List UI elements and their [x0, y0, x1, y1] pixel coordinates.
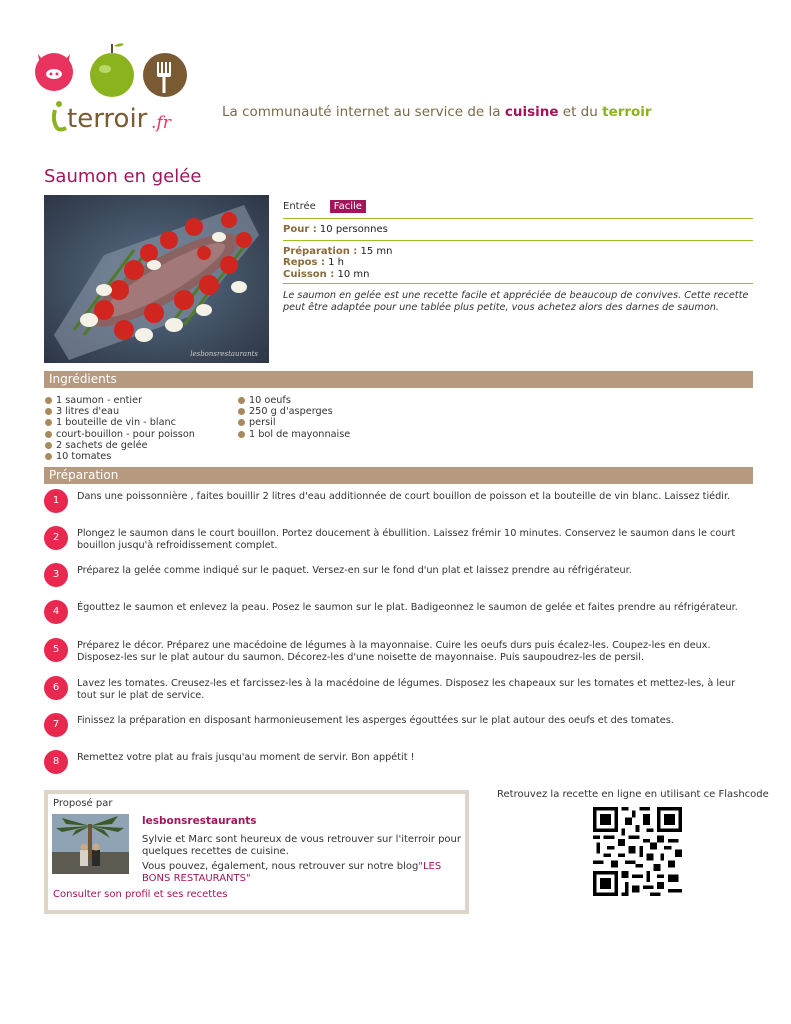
flashcode-text: Retrouvez la recette en ligne en utilisant ce Flashcode	[497, 789, 769, 800]
blog-link[interactable]: "LES BONS RESTAURANTS"	[142, 861, 442, 884]
tagline-middle: et du	[558, 104, 603, 120]
step-text: Égouttez le saumon et enlevez la peau. Posez le saumon sur le plat. Badigeonnez le saumon de gelée et faites prendre au réfrigérateur.	[77, 602, 738, 613]
recipe-category: Entrée	[283, 200, 316, 212]
ingredient-item: 1 bol de mayonnaise	[237, 429, 350, 440]
servings-label: Pour :	[283, 224, 317, 235]
site-tagline	[222, 104, 652, 120]
step-text: Finissez la préparation en disposant harmonieusement les asperges égouttées sur le plat autour des oeufs et des tomates.	[77, 715, 674, 726]
step-number: 4	[44, 600, 68, 624]
rest-value: 1 h	[328, 257, 345, 268]
difficulty-badge: Facile	[330, 200, 366, 213]
step-text: Lavez les tomates. Creusez-les et farcissez-les à la macédoine de légumes. Disposez les chapeaux sur les tomates et mettez-les, à leur tout sur le plat de service.	[77, 678, 736, 701]
ingredient-item: 10 tomates	[44, 451, 195, 462]
author-description: Sylvie et Marc sont heureux de vous retrouver sur l'iterroir pour quelques recettes de cuisine.	[142, 834, 461, 857]
step-number: 6	[44, 676, 68, 700]
step-number: 5	[44, 638, 68, 662]
ingredients-heading: Ingrédients	[44, 371, 753, 388]
step-number: 1	[44, 489, 68, 513]
step-number: 7	[44, 713, 68, 737]
author-box	[44, 790, 469, 914]
tagline-prefix: La communauté internet au service de la	[222, 104, 505, 120]
recipe-photo	[44, 195, 269, 363]
servings-value: 10 personnes	[319, 224, 388, 235]
step-number: 8	[44, 750, 68, 774]
step-text: Préparez le décor. Préparez une macédoine de légumes à la mayonnaise. Cuire les oeufs durs puis écalez-les. Coupez-les en deux. Disposez-les sur le plat autour du saumon. Décorez-les d'une noisette de mayonnaise. Puis saupoudrez-les de persil.	[77, 640, 711, 663]
ingredient-item: 1 bouteille de vin - blanc	[44, 417, 195, 428]
step-number: 3	[44, 563, 68, 587]
rest-label: Repos :	[283, 257, 325, 268]
step-number: 2	[44, 526, 68, 550]
blog-text-prefix: Vous pouvez, également, nous retrouver sur notre blog	[142, 861, 419, 872]
ingredient-item: 10 oeufs	[237, 395, 350, 406]
svg-text:terroir: terroir	[67, 104, 148, 134]
recipe-meta	[283, 196, 753, 314]
recipe-title: Saumon en gelée	[44, 166, 202, 187]
photo-watermark: lesbonsrestaurants	[190, 350, 258, 358]
step-text: Remettez votre plat au frais jusqu'au moment de servir. Bon appétit !	[77, 752, 415, 763]
ingredient-item: 1 saumon - entier	[44, 395, 195, 406]
preparation-heading: Préparation	[44, 467, 753, 484]
ingredient-item: court-bouillon - pour poisson	[44, 429, 195, 440]
ingredient-item: 3 litres d'eau	[44, 406, 195, 417]
tagline-terroir: terroir	[602, 104, 652, 120]
step-text: Plongez le saumon dans le court bouillon. Portez doucement à ébullition. Laissez frémir 10 minutes. Conservez le saumon dans le court bouillon jusqu'à refroidissement complet.	[77, 528, 736, 551]
author-avatar[interactable]	[52, 814, 129, 874]
proposed-by-label: Proposé par	[53, 798, 113, 809]
prep-label: Préparation :	[283, 245, 358, 257]
prep-value: 15 mn	[360, 245, 393, 257]
step-text: Dans une poissonnière , faites bouillir 2 litres d'eau additionnée de court bouillon de poisson et la bouteille de vin blanc. Laissez tiédir.	[77, 491, 731, 502]
ingredient-item: persil	[237, 417, 350, 428]
cook-value: 10 mn	[337, 268, 370, 280]
author-name[interactable]: lesbonsrestaurants	[142, 815, 257, 827]
step-text: Préparez la gelée comme indiqué sur le paquet. Versez-en sur le fond d'un plat et laissez prendre au réfrigérateur.	[77, 565, 632, 576]
author-blog-text	[142, 861, 462, 885]
cook-label: Cuisson :	[283, 268, 335, 280]
profile-link[interactable]: Consulter son profil et ses recettes	[53, 889, 228, 900]
recipe-intro: Le saumon en gelée est une recette facile et appréciée de beaucoup de convives. Cette recette peut être adaptée pour une tablée plus petite, vous achetez alors des darnes de saumon.	[283, 290, 749, 313]
tagline-cuisine: cuisine	[504, 104, 559, 120]
qr-code	[593, 807, 682, 896]
ingredient-item: 250 g d'asperges	[237, 406, 350, 417]
svg-text:.fr: .fr	[151, 113, 171, 133]
ingredients-list-left	[44, 395, 195, 462]
iterroir-logo[interactable]	[34, 40, 194, 135]
ingredient-item: 2 sachets de gelée	[44, 440, 195, 451]
ingredients-list-right	[237, 395, 350, 440]
